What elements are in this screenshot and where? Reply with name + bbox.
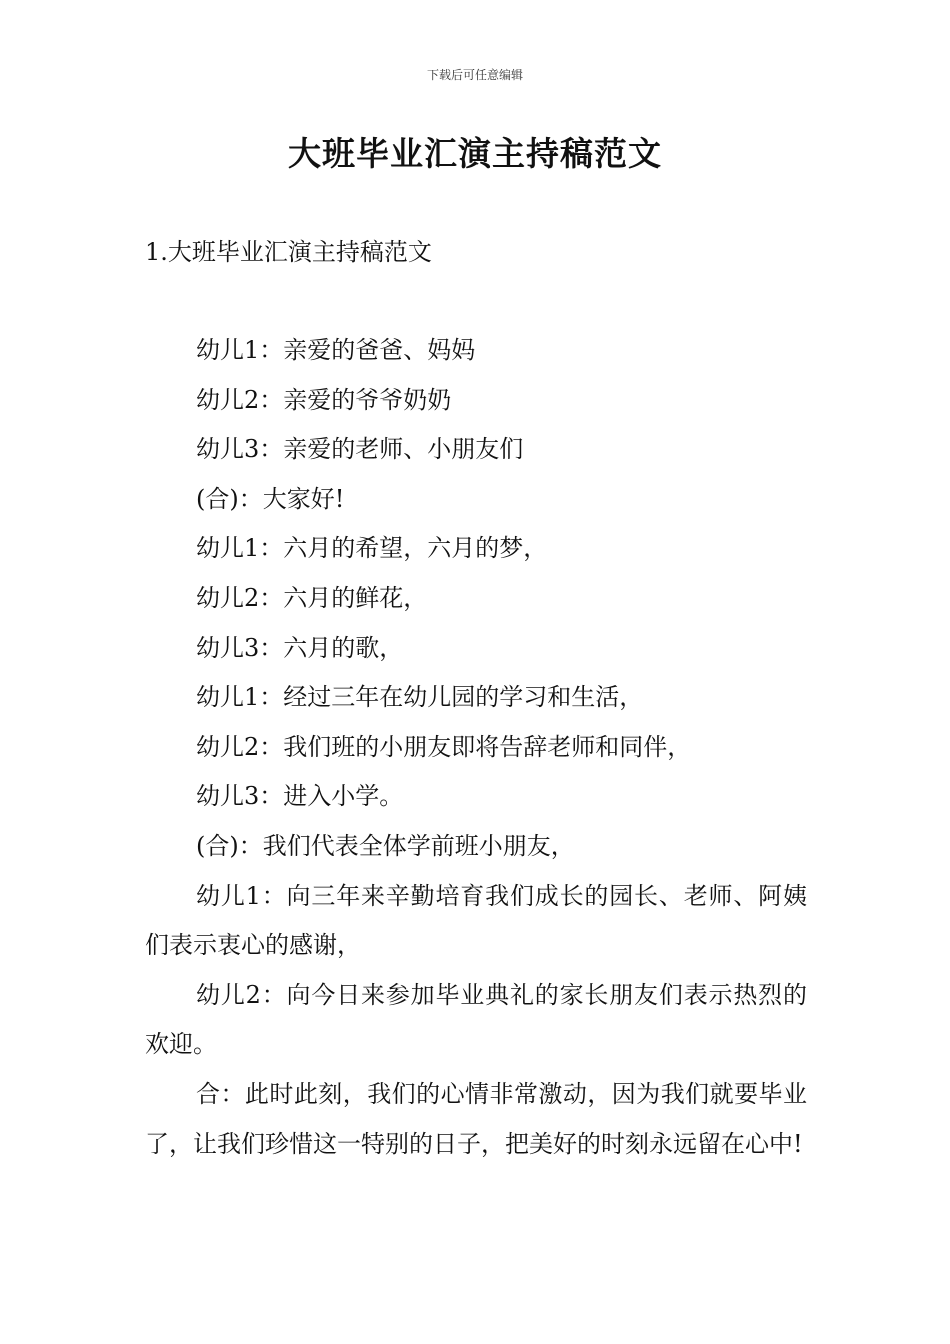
paragraph: 幼儿3：六月的歌， (196, 633, 404, 662)
paragraph: 幼儿2：我们班的小朋友即将告辞老师和同伴， (196, 732, 692, 761)
paragraph: 幼儿2：六月的鲜花， (196, 583, 428, 612)
paragraph: (合)：大家好! (196, 484, 345, 513)
paragraph: 幼儿2：亲爱的爷爷奶奶 (196, 385, 452, 414)
header-note: 下载后可任意编辑 (426, 68, 523, 82)
paragraph: 幼儿1：亲爱的爸爸、妈妈 (196, 336, 476, 364)
paragraph: 幼儿1：六月的希望，六月的梦， (196, 534, 548, 563)
paragraph: 合：此时此刻，我们的心情非常激动，因为我们就要毕业了，让我们珍惜这一特别的日子，把美好的时刻永远留在心中! (145, 1079, 807, 1158)
paragraph: 幼儿3：进入小学。 (196, 782, 404, 811)
paragraph: 幼儿1：向三年来辛勤培育我们成长的园长、老师、阿姨们表示衷心的感谢， (145, 881, 807, 960)
paragraph: 幼儿1：经过三年在幼儿园的学习和生活， (196, 683, 644, 712)
script-body (145, 326, 807, 1169)
section-heading: 1.大班毕业汇演主持稿范文 (145, 238, 432, 266)
paragraph: (合)：我们代表全体学前班小朋友， (196, 831, 575, 860)
document-title: 大班毕业汇演主持稿范文 (288, 134, 662, 173)
paragraph: 幼儿2：向今日来参加毕业典礼的家长朋友们表示热烈的欢迎。 (145, 980, 807, 1059)
paragraph: 幼儿3：亲爱的老师、小朋友们 (196, 435, 524, 464)
